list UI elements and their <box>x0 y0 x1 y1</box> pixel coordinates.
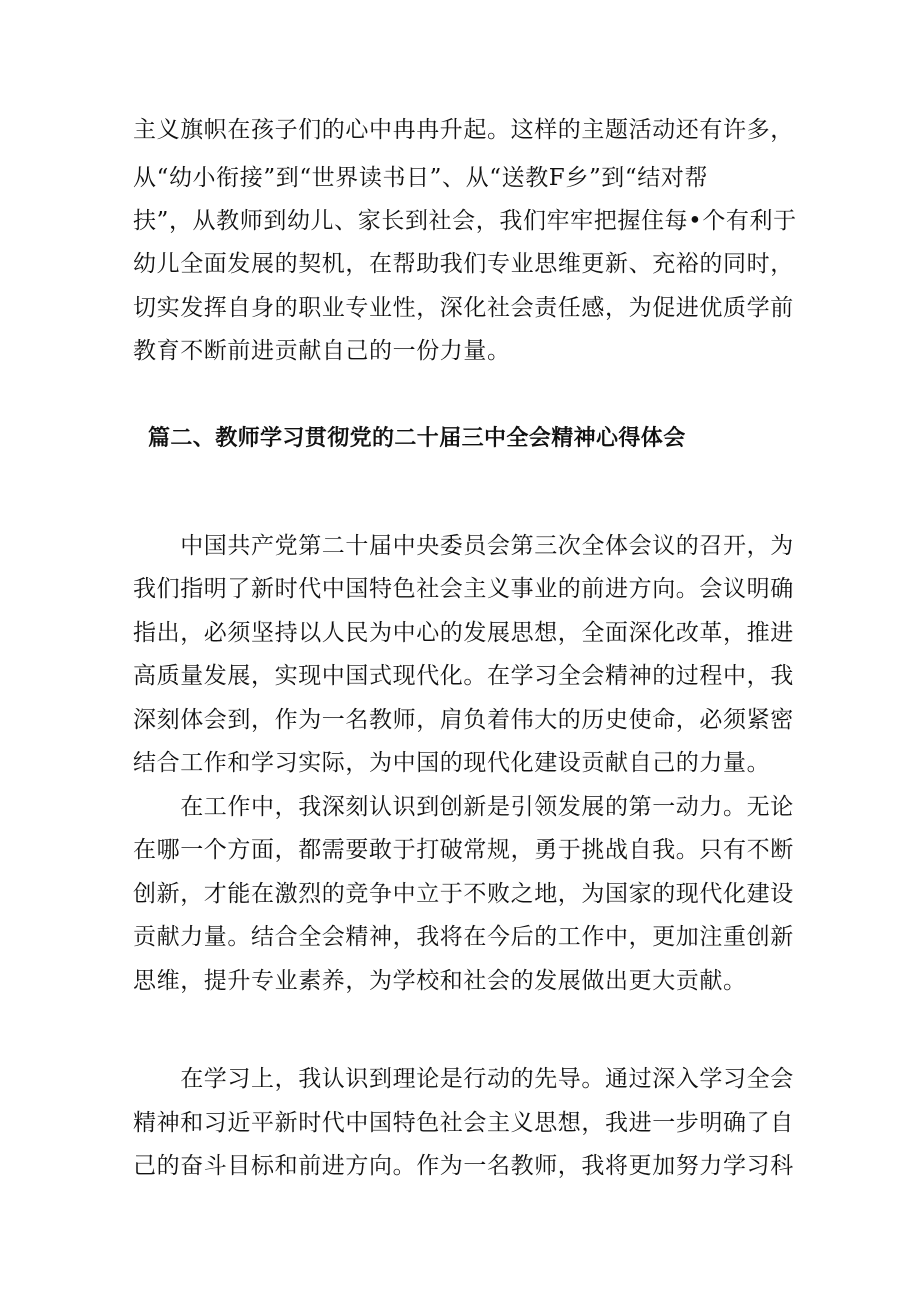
paragraph-line: 己的奋斗目标和前进方向。作为一名教师，我将更加努力学习科 <box>133 1153 794 1179</box>
paragraph-line: 在工作中，我深刻认识到创新是引领发展的第一动力。无论 <box>133 794 794 820</box>
paragraph-line: 在学习上，我认识到理论是行动的先导。通过深入学习全会 <box>133 1066 794 1092</box>
intro-line: 教育不断前进贡献自己的一份力量。 <box>133 338 511 364</box>
paragraph-line: 深刻体会到，作为一名教师，肩负着伟大的历史使命，必须紧密 <box>133 707 794 733</box>
paragraph-line: 精神和习近平新时代中国特色社会主义思想，我进一步明确了自 <box>133 1110 794 1136</box>
paragraph-line: 我们指明了新时代中国特色社会主义事业的前进方向。会议明确 <box>133 576 794 602</box>
paragraph-line: 创新，才能在激烈的竞争中立于不败之地，为国家的现代化建设 <box>133 881 794 907</box>
intro-line: 幼儿全面发展的契机，在帮助我们专业思维更新、充裕的同时， <box>133 251 794 277</box>
intro-line: 扶”，从教师到幼儿、家长到社会，我们牢牢把握住每•个有利于 <box>133 208 797 234</box>
paragraph-line: 中国共产党第二十届中央委员会第三次全体会议的召开，为 <box>133 533 794 559</box>
section-heading: 篇二、教师学习贯彻党的二十届三中全会精神心得体会 <box>148 426 686 451</box>
intro-line: 从“幼小衔接”到“世界读书日”、从“送教F乡”到“结对帮 <box>133 165 709 191</box>
paragraph-line: 指出，必须坚持以人民为中心的发展思想，全面深化改革，推进 <box>133 620 794 646</box>
paragraph-line: 结合工作和学习实际，为中国的现代化建设贡献自己的力量。 <box>133 750 771 776</box>
intro-line: 主义旗帜在孩子们的心中冉冉升起。这样的主题活动还有许多， <box>133 117 794 143</box>
paragraph-line: 高质量发展，实现中国式现代化。在学习全会精神的过程中，我 <box>133 663 794 689</box>
intro-line: 切实发挥自身的职业专业性，深化社会责任感，为促进优质学前 <box>133 295 794 321</box>
paragraph-line: 在哪一个方面，都需要敢于打破常规，勇于挑战自我。只有不断 <box>133 837 794 863</box>
paragraph-line: 思维，提升专业素养，为学校和社会的发展做出更大贡献。 <box>133 968 747 994</box>
paragraph-line: 贡献力量。结合全会精神，我将在今后的工作中，更加注重创新 <box>133 924 794 950</box>
